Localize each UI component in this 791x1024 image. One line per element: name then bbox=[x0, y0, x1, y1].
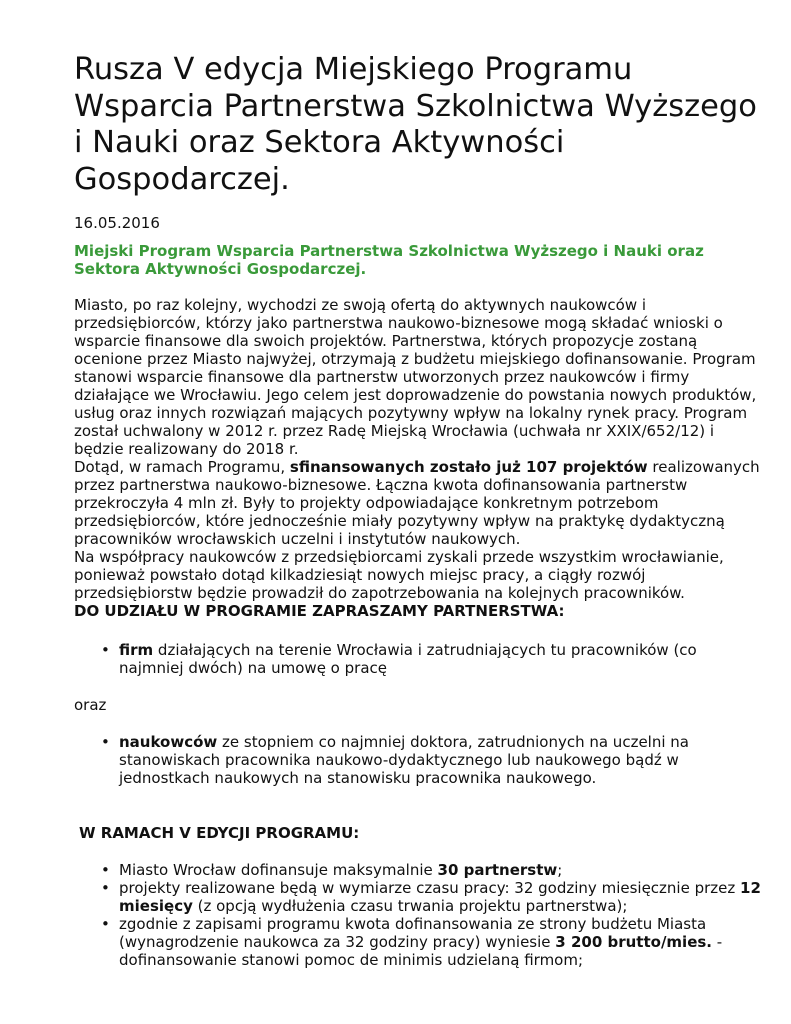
bullet-icon: • bbox=[101, 733, 110, 751]
intro-paragraph-2 bbox=[74, 458, 764, 548]
intro-p2-bold: sfinansowanych zostało już 107 projektów bbox=[289, 458, 648, 476]
list-item-bold: 3 200 brutto/mies. bbox=[555, 933, 712, 951]
program-section-heading: W RAMACH V EDYCJI PROGRAMU: bbox=[79, 824, 360, 842]
program-list bbox=[74, 861, 764, 969]
list-item bbox=[74, 861, 764, 879]
oraz-text: oraz bbox=[74, 696, 107, 714]
list-item-bold: naukowców bbox=[119, 733, 218, 751]
list-item-text: ze stopniem co najmniej doktora, zatrudnionych na uczelni na stanowiskach pracownika naukowo-dydaktycznego lub naukowego bądź w jednostkach naukowych na stanowisku pracownika naukowego. bbox=[119, 733, 689, 787]
list-item-pre: zgodnie z zapisami programu kwota dofinansowania ze strony budżetu Miasta (wynagrodzenie naukowca za 32 godziny pracy) wyniesie bbox=[119, 915, 707, 951]
intro-paragraph-1: Miasto, po raz kolejny, wychodzi ze swoją ofertą do aktywnych naukowców i przedsiębiorców, którzy jako partnerstwa naukowo-biznesowe mogą składać wnioski o wsparcie finansowe dla swoich projektów. Partnerstwa, których propozycje zostaną ocenione przez Miasto najwyżej, otrzymają z budżetu miejskiego dofinansowanie. Program stanowi wsparcie finansowe dla partnerstw utworzonych przez naukowców i firmy działające we Wrocławiu. Jego celem jest doprowadzenie do powstania nowych produktów, usług oraz innych rozwiązań mających pozytywny wpływ na lokalny rynek pracy. Program został uchwalony w 2012 r. przez Radę Miejską Wrocławia (uchwała nr XXIX/652/12) i będzie realizowany do 2018 r. bbox=[74, 296, 757, 458]
intro-p2-post: realizowanych przez partnerstwa naukowo-biznesowe. Łączna kwota dofinansowania partnerstw przekroczyła 4 mln zł. Były to projekty odpowiadające konkretnym potrzebom przedsiębiorców, które jednocześnie miały pozytywny wpływ na praktykę dydaktyczną pracowników wrocławskich uczelni i instytutów naukowych. bbox=[74, 458, 760, 548]
invite-list bbox=[74, 641, 764, 677]
invite-heading: DO UDZIAŁU W PROGRAMIE ZAPRASZAMY PARTNERSTWA: bbox=[74, 602, 565, 620]
list-item-post: - dofinansowanie stanowi pomoc de minimis udzielaną firmom; bbox=[119, 933, 723, 969]
bullet-icon: • bbox=[101, 915, 110, 933]
list-item bbox=[74, 733, 764, 787]
list-item-post: (z opcją wydłużenia czasu trwania projektu partnerstwa); bbox=[192, 897, 628, 915]
bullet-icon: • bbox=[101, 641, 110, 659]
list-item bbox=[74, 879, 764, 915]
page-title: Rusza V edycja Miejskiego Programu Wsparcia Partnerstwa Szkolnictwa Wyższego i Nauki oraz Sektora Aktywności Gospodarczej. bbox=[74, 52, 757, 197]
bullet-icon: • bbox=[101, 861, 110, 879]
publication-date: 16.05.2016 bbox=[74, 214, 160, 232]
list-item-bold: 12 miesięcy bbox=[119, 879, 761, 915]
list-item bbox=[74, 641, 764, 677]
list-item-bold: 30 partnerstw bbox=[437, 861, 558, 879]
bullet-icon: • bbox=[101, 879, 110, 897]
list-item bbox=[74, 915, 764, 969]
list-item-text: działających na terenie Wrocławia i zatrudniających tu pracowników (co najmniej dwóch) na umowę o pracę bbox=[119, 641, 697, 677]
list-item-bold: firm bbox=[119, 641, 154, 659]
list-item-pre: projekty realizowane będą w wymiarze czasu pracy: 32 godziny miesięcznie przez bbox=[119, 879, 741, 897]
list-item-post: ; bbox=[557, 861, 563, 879]
article-subtitle: Miejski Program Wsparcia Partnerstwa Szkolnictwa Wyższego i Nauki oraz Sektora Aktywności Gospodarczej. bbox=[74, 242, 704, 278]
intro-paragraph-3: Na współpracy naukowców z przedsiębiorcami zyskali przede wszystkim wrocławianie, ponieważ powstało dotąd kilkadziesiąt nowych miejsc pracy, a ciągły rozwój przedsiębiorstw będzie prowadził do zapotrzebowania na kolejnych pracowników. bbox=[74, 548, 724, 602]
intro-p2-pre: Dotąd, w ramach Programu, bbox=[74, 458, 290, 476]
article-body bbox=[74, 296, 764, 620]
list-item-pre: Miasto Wrocław dofinansuje maksymalnie bbox=[119, 861, 438, 879]
invite-list-2 bbox=[74, 733, 764, 787]
